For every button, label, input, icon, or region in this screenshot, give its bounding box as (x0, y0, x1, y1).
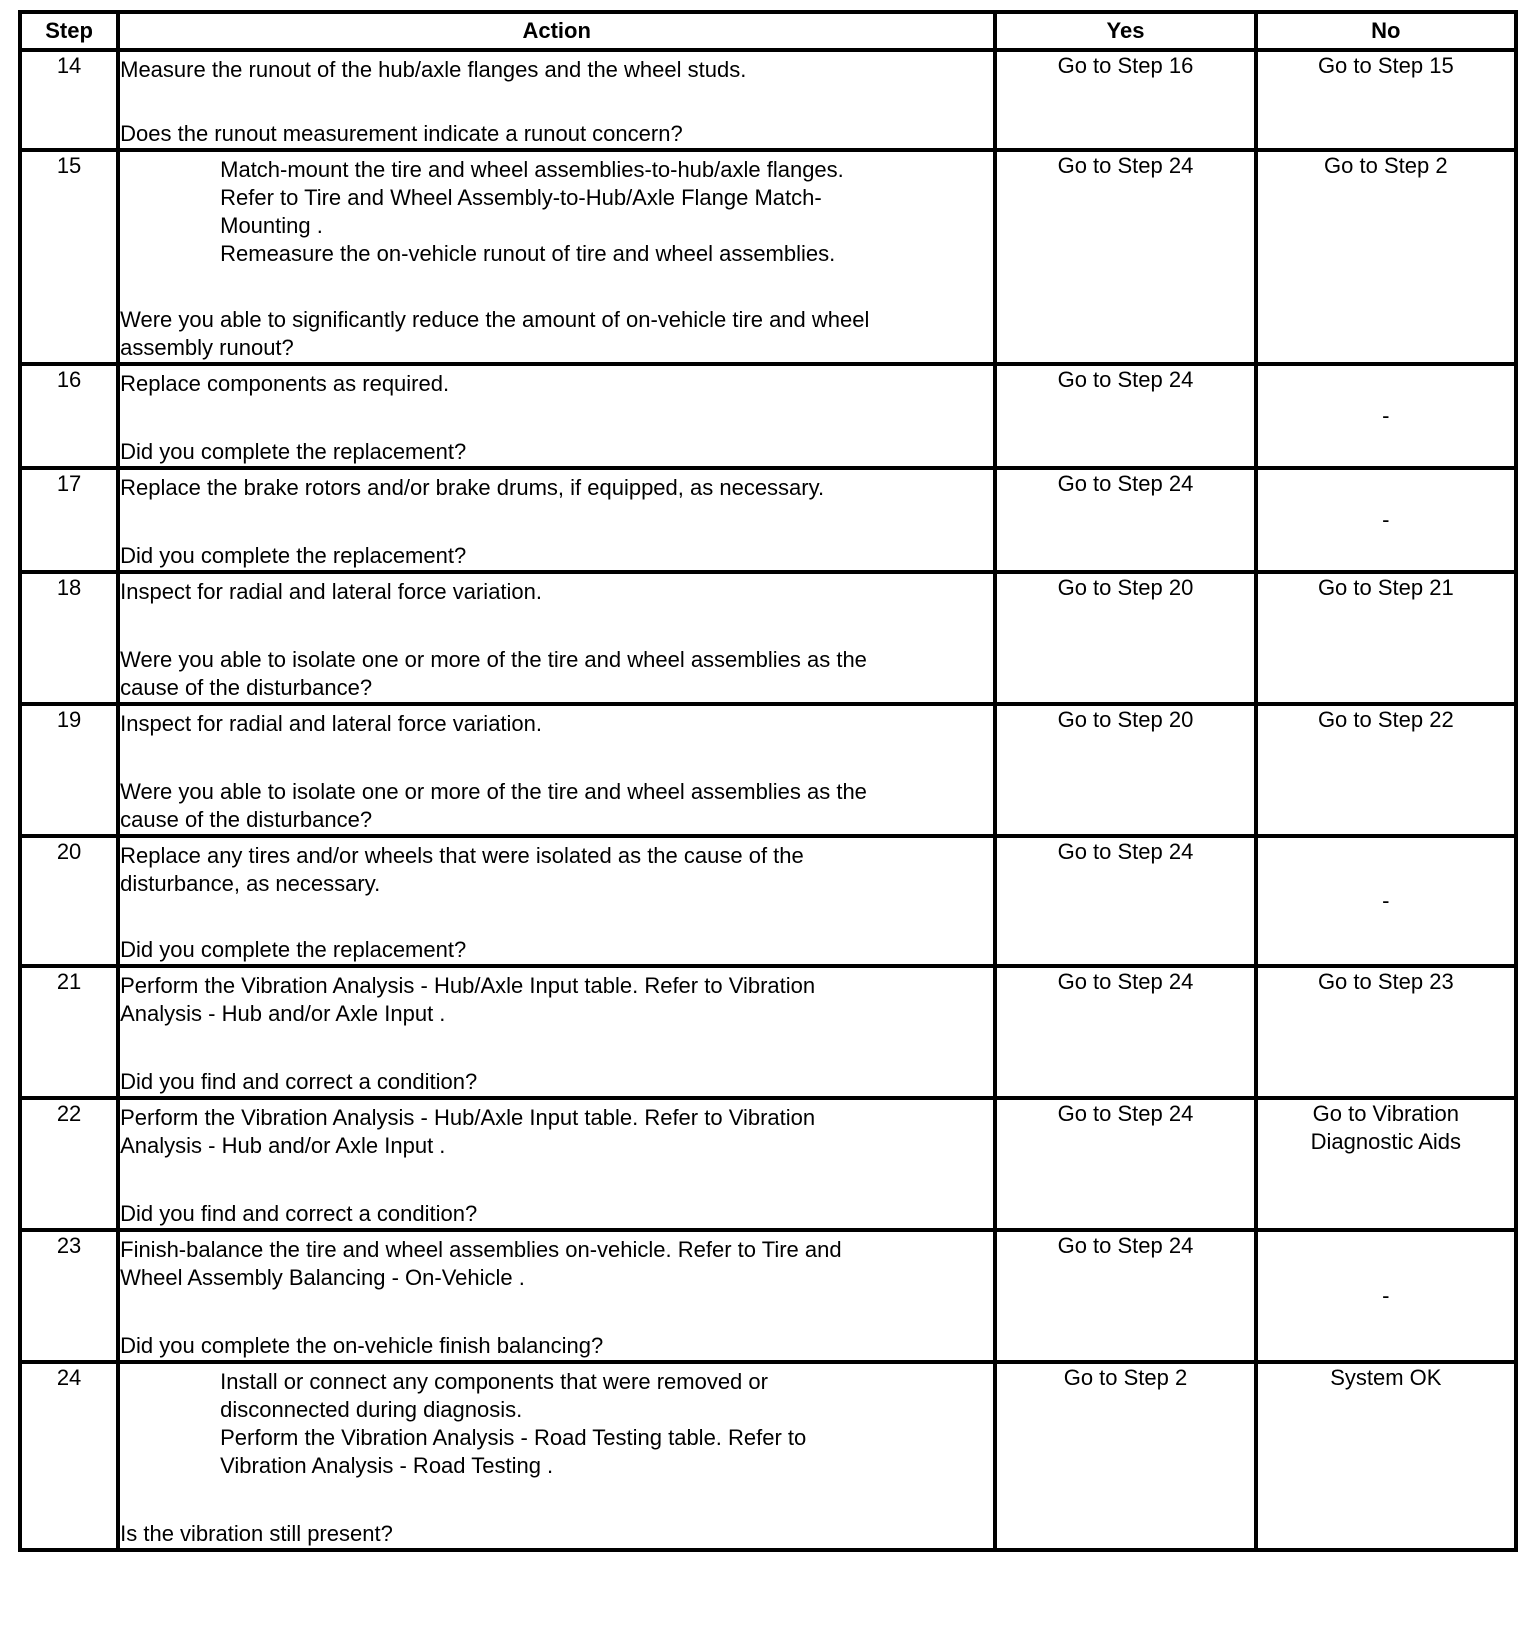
action-question: Did you find and correct a condition? (120, 1201, 478, 1226)
action-question: Did you complete the on-vehicle finish balancing? (120, 1333, 604, 1358)
no-result: Go to Step 2 (1256, 150, 1516, 364)
action-cell (118, 468, 995, 572)
action-question: Did you complete the replacement? (120, 543, 467, 568)
yes-result: Go to Step 24 (995, 468, 1255, 572)
no-result: Go to Vibration Diagnostic Aids (1256, 1098, 1516, 1230)
no-result: Go to Step 21 (1256, 572, 1516, 704)
header-row (20, 12, 1516, 50)
header-step: Step (20, 12, 118, 50)
no-result: Go to Step 22 (1256, 704, 1516, 836)
step-number: 23 (20, 1230, 118, 1362)
yes-result: Go to Step 20 (995, 572, 1255, 704)
table-row (20, 468, 1516, 572)
action-instruction: Perform the Vibration Analysis - Hub/Axle Input table. Refer to Vibration Analysis - Hub and/or Axle Input . (120, 1105, 816, 1158)
step-number: 18 (20, 572, 118, 704)
step-number: 21 (20, 966, 118, 1098)
action-cell (118, 966, 995, 1098)
action-instruction: Measure the runout of the hub/axle flanges and the wheel studs. (120, 57, 747, 82)
action-question: Is the vibration still present? (120, 1521, 393, 1546)
action-cell (118, 836, 995, 966)
no-result: Go to Step 15 (1256, 50, 1516, 150)
yes-result: Go to Step 24 (995, 364, 1255, 468)
table-row (20, 50, 1516, 150)
header-no: No (1256, 12, 1516, 50)
action-question: Did you complete the replacement? (120, 937, 467, 962)
action-cell (118, 150, 995, 364)
table-row (20, 572, 1516, 704)
action-instruction: Install or connect any components that were removed or disconnected during diagnosis. Perform the Vibration Analysis - Road Testing table. Refer to Vibration Analysis - Road Testing . (220, 1369, 807, 1478)
table-row (20, 150, 1516, 364)
action-instruction: Replace any tires and/or wheels that were isolated as the cause of the disturbance, as necessary. (120, 843, 804, 896)
table-row (20, 1098, 1516, 1230)
yes-result: Go to Step 16 (995, 50, 1255, 150)
action-instruction: Perform the Vibration Analysis - Hub/Axle Input table. Refer to Vibration Analysis - Hub and/or Axle Input . (120, 973, 816, 1026)
no-result: System OK (1256, 1362, 1516, 1550)
action-question: Does the runout measurement indicate a runout concern? (120, 121, 683, 146)
action-cell (118, 50, 995, 150)
yes-result: Go to Step 24 (995, 836, 1255, 966)
action-cell (118, 572, 995, 704)
step-number: 14 (20, 50, 118, 150)
no-result: - (1256, 836, 1516, 966)
yes-result: Go to Step 24 (995, 1098, 1255, 1230)
yes-result: Go to Step 24 (995, 1230, 1255, 1362)
no-result: - (1256, 364, 1516, 468)
step-number: 22 (20, 1098, 118, 1230)
no-result: Go to Step 23 (1256, 966, 1516, 1098)
table-row (20, 1362, 1516, 1550)
table-row (20, 1230, 1516, 1362)
yes-result: Go to Step 2 (995, 1362, 1255, 1550)
step-number: 20 (20, 836, 118, 966)
action-instruction: Replace the brake rotors and/or brake drums, if equipped, as necessary. (120, 475, 825, 500)
action-cell (118, 1362, 995, 1550)
no-result: - (1256, 1230, 1516, 1362)
table-row (20, 836, 1516, 966)
no-result: - (1256, 468, 1516, 572)
action-cell (118, 1230, 995, 1362)
action-instruction: Inspect for radial and lateral force variation. (120, 579, 543, 604)
table-row (20, 704, 1516, 836)
table-row (20, 364, 1516, 468)
table-row (20, 966, 1516, 1098)
action-question: Were you able to isolate one or more of the tire and wheel assemblies as the cause of the disturbance? (120, 779, 867, 832)
action-question: Did you find and correct a condition? (120, 1069, 478, 1094)
yes-result: Go to Step 24 (995, 150, 1255, 364)
action-instruction: Inspect for radial and lateral force variation. (120, 711, 543, 736)
diagnostic-table (18, 10, 1518, 1552)
step-number: 17 (20, 468, 118, 572)
action-question: Were you able to isolate one or more of the tire and wheel assemblies as the cause of the disturbance? (120, 647, 867, 700)
action-instruction: Match-mount the tire and wheel assemblies-to-hub/axle flanges. Refer to Tire and Wheel Assembly-to-Hub/Axle Flange Match- Mounting . Remeasure the on-vehicle runout of tire and wheel assemblies. (220, 157, 844, 266)
header-yes: Yes (995, 12, 1255, 50)
step-number: 19 (20, 704, 118, 836)
step-number: 16 (20, 364, 118, 468)
yes-result: Go to Step 24 (995, 966, 1255, 1098)
action-cell (118, 364, 995, 468)
action-instruction: Finish-balance the tire and wheel assemblies on-vehicle. Refer to Tire and Wheel Assembly Balancing - On-Vehicle . (120, 1237, 842, 1290)
yes-result: Go to Step 20 (995, 704, 1255, 836)
header-action: Action (118, 12, 995, 50)
action-instruction: Replace components as required. (120, 371, 450, 396)
step-number: 24 (20, 1362, 118, 1550)
action-cell (118, 1098, 995, 1230)
action-cell (118, 704, 995, 836)
action-question: Were you able to significantly reduce the amount of on-vehicle tire and wheel assembly runout? (120, 307, 870, 360)
action-question: Did you complete the replacement? (120, 439, 467, 464)
step-number: 15 (20, 150, 118, 364)
